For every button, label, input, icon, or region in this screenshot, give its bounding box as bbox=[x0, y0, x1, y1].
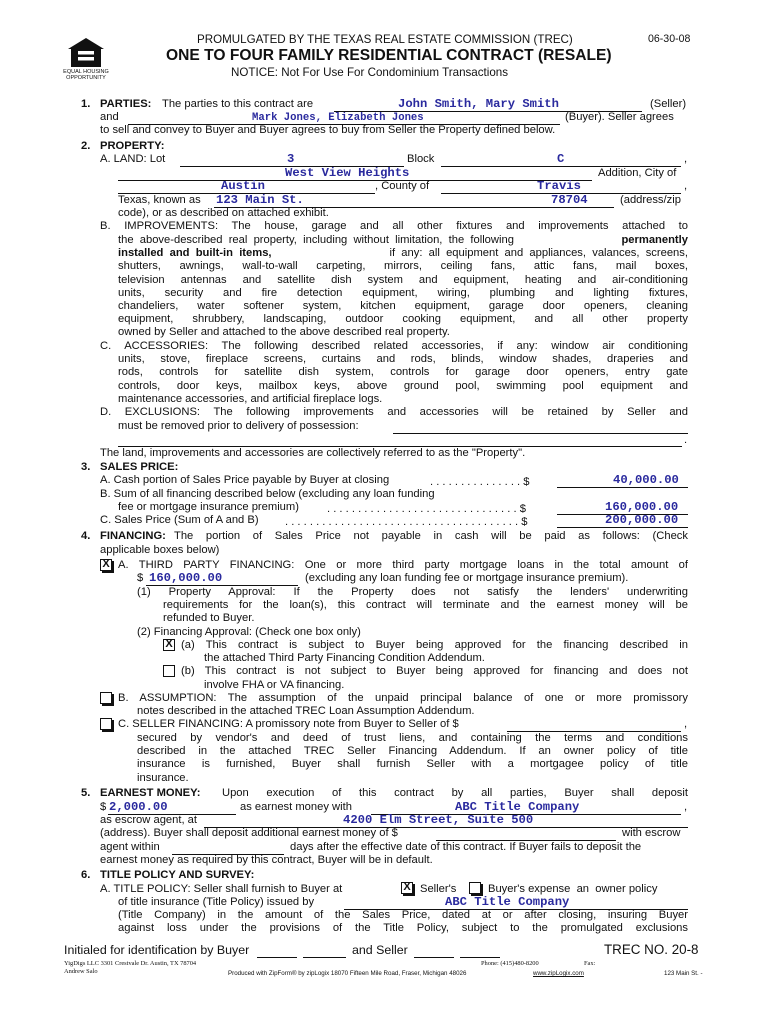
accessories-line: maintenance accessories, and artificial fireplace logs. bbox=[118, 393, 383, 405]
zip-field[interactable]: 78704 bbox=[551, 193, 588, 207]
seller-financing-text: secured by vendor's and deed of trust liens, and containing the terms and conditions bbox=[137, 732, 688, 744]
broker-company: YigDigs LLC 3301 Crestvale Dr. Austin, TX 78704 bbox=[64, 960, 197, 967]
financing-sum-field[interactable]: 160,000.00 bbox=[605, 500, 679, 514]
leader-dots: . . . . . . . . . . . . . . . $ bbox=[430, 476, 530, 488]
address-zip-label: (address/zip bbox=[620, 194, 681, 206]
seller-financing-text: C. SELLER FINANCING: A promissory note from Buyer to Seller of $ bbox=[118, 718, 459, 730]
earnest-money-text: as earnest money with bbox=[240, 801, 352, 813]
section-number: 5. bbox=[81, 787, 91, 799]
financing-approval-text: (2) Financing Approval: (Check one box only) bbox=[137, 626, 361, 638]
improvements-line: television antennas and satellite dish system and equipment, heating and air-conditioning bbox=[118, 274, 688, 286]
improvements-line: units, security and fire detection equipment, wiring, plumbing and lighting fixtures, bbox=[118, 287, 688, 299]
block-field[interactable]: C bbox=[557, 152, 565, 166]
title-policy-text: against loss under the provisions of the Title Policy, subject to the promulgated exclusions bbox=[118, 922, 688, 934]
county-field[interactable]: Travis bbox=[537, 179, 581, 193]
improvements-line: equipment, shrubbery, landscaping, outdoor cooking equipment, and all other property bbox=[118, 313, 688, 325]
parties-text: The parties to this contract are bbox=[162, 98, 314, 110]
known-as-label: Texas, known as bbox=[118, 194, 201, 206]
improvements-line: B. IMPROVEMENTS: The house, garage and all other fixtures and improvements attached to bbox=[100, 220, 688, 232]
section-heading-financing: FINANCING: bbox=[100, 530, 166, 542]
earnest-money-text: with escrow bbox=[622, 827, 681, 839]
improvements-line: shutters, awnings, wall-to-wall carpeting, mirrors, ceiling fans, attic fans, mail boxes, bbox=[118, 260, 688, 272]
escrow-company-field[interactable]: ABC Title Company bbox=[455, 800, 580, 814]
sales-price-field[interactable]: 200,000.00 bbox=[605, 513, 679, 527]
comma: , bbox=[684, 180, 688, 192]
improvements-line: installed and built-in items, if any: all equipment and appliances, valances, screens, bbox=[118, 247, 688, 259]
property-definition-text: The land, improvements and accessories are collectively referred to as the "Property". bbox=[100, 447, 526, 459]
buyer-initial-underline-2[interactable] bbox=[303, 957, 346, 958]
earnest-money-text: days after the effective date of this contract. If Buyer fails to deposit the bbox=[290, 841, 642, 853]
equal-housing-logo bbox=[64, 36, 108, 82]
seller-field[interactable]: John Smith, Mary Smith bbox=[398, 97, 559, 111]
section-heading-earnest-money: EARNEST MONEY: bbox=[100, 787, 201, 799]
page-title: ONE TO FOUR FAMILY RESIDENTIAL CONTRACT (RESALE) bbox=[166, 47, 612, 64]
title-buyers-expense-label: Buyer's expense an owner policy bbox=[488, 883, 658, 895]
section-heading-parties: PARTIES: bbox=[100, 98, 152, 110]
financing-intro: The portion of Sales Price not payable in cash will be paid as follows: (Check bbox=[174, 530, 688, 542]
financing-approval-a-checkbox[interactable] bbox=[163, 639, 175, 651]
financing-approval-a-text: (a) This contract is subject to Buyer being approved for the financing described in bbox=[181, 639, 688, 651]
financing-sum-label: B. Sum of all financing described below (excluding any loan funding bbox=[100, 488, 435, 500]
buyer-label: (Buyer). Seller agrees bbox=[565, 111, 674, 123]
exclusions-underline[interactable] bbox=[393, 433, 688, 434]
title-company-field[interactable]: ABC Title Company bbox=[445, 895, 570, 909]
seller-initial-underline-2[interactable] bbox=[460, 957, 500, 958]
property-approval-text: (1) Property Approval: If the Property does not satisfy the lenders' underwriting bbox=[137, 586, 688, 598]
sales-price-label: C. Sales Price (Sum of A and B) bbox=[100, 514, 259, 526]
block-label: Block bbox=[407, 153, 435, 165]
cash-portion-label: A. Cash portion of Sales Price payable by Buyer at closing bbox=[100, 474, 390, 486]
seller-label: (Seller) bbox=[650, 98, 687, 110]
assumption-text: notes described in the attached TREC Loan Assumption Addendum. bbox=[137, 705, 475, 717]
leader-dots: . . . . . . . . . . . . . . . . . . . . . . . . . . . . . . . . . . . . . . $ bbox=[285, 516, 528, 528]
broker-phone: Phone: (415)480-8200 bbox=[481, 960, 539, 967]
county-label: , County of bbox=[375, 180, 430, 192]
escrow-address-field[interactable]: 4200 Elm Street, Suite 500 bbox=[343, 813, 534, 827]
addition-field[interactable]: West View Heights bbox=[285, 166, 410, 180]
parties-convey-text: to sell and convey to Buyer and Buyer agrees to buy from Seller the Property defined below. bbox=[100, 124, 556, 136]
financing-approval-b-checkbox[interactable] bbox=[163, 665, 175, 677]
section-number: 4. bbox=[81, 530, 91, 542]
assumption-checkbox[interactable] bbox=[100, 692, 112, 704]
sales-price-underline bbox=[557, 527, 688, 528]
broker-fax: Fax: bbox=[584, 960, 596, 967]
accessories-line: units, stove, fireplace screens, curtains and rods, blinds, window shades, draperies and bbox=[118, 353, 688, 365]
attached-exhibit-text: code), or as described on attached exhibit. bbox=[118, 207, 329, 219]
section-number: 2. bbox=[81, 140, 91, 152]
title-buyers-expense-checkbox[interactable] bbox=[469, 882, 481, 894]
seller-financing-text: insurance. bbox=[137, 772, 189, 784]
buyer-initial-underline-1[interactable] bbox=[257, 957, 297, 958]
section-heading-sales-price: SALES PRICE: bbox=[100, 461, 179, 473]
improvements-line: chandeliers, water softener system, kitchen equipment, garage door openers, cleaning bbox=[118, 300, 688, 312]
trec-form-number: TREC NO. 20-8 bbox=[604, 942, 699, 957]
promulgated-line: PROMULGATED BY THE TEXAS REAL ESTATE COMMISSION (TREC) bbox=[197, 33, 573, 46]
title-policy-text: A. TITLE POLICY: Seller shall furnish to Buyer at bbox=[100, 883, 343, 895]
land-lot-label: A. LAND: Lot bbox=[100, 153, 166, 165]
cash-portion-field[interactable]: 40,000.00 bbox=[613, 473, 679, 487]
financing-sum-label: fee or mortgage insurance premium) bbox=[118, 501, 299, 513]
property-approval-text: refunded to Buyer. bbox=[163, 612, 255, 624]
equal-housing-icon bbox=[64, 36, 108, 70]
period: . bbox=[684, 434, 688, 446]
city-field[interactable]: Austin bbox=[221, 179, 265, 193]
addition-underline bbox=[118, 180, 592, 181]
lot-field[interactable]: 3 bbox=[287, 152, 295, 166]
financing-approval-b-text: (b) This contract is not subject to Buyer being approved for financing and does not bbox=[181, 665, 688, 677]
comma: , bbox=[684, 801, 688, 813]
dollar-sign: $ bbox=[100, 801, 107, 813]
earnest-money-field[interactable]: 2,000.00 bbox=[109, 800, 168, 814]
and-seller-label: and Seller bbox=[352, 943, 408, 957]
earnest-money-text: Upon execution of this contract by all parties, Buyer shall deposit bbox=[222, 787, 688, 799]
earnest-money-text: (address). Buyer shall deposit additional earnest money of $ bbox=[100, 827, 398, 839]
third-party-financing-text: A. THIRD PARTY FINANCING: One or more third party mortgage loans in the total amount of bbox=[118, 559, 688, 571]
third-party-amount-text: (excluding any loan funding fee or mortgage insurance premium). bbox=[305, 572, 629, 584]
seller-financing-text: described in the attached TREC Seller Financing Addendum. If an owner policy of title bbox=[137, 745, 688, 757]
financing-approval-a-text: the attached Third Party Financing Condition Addendum. bbox=[204, 652, 485, 664]
section-number: 1. bbox=[81, 98, 91, 110]
comma: , bbox=[684, 153, 688, 165]
financing-approval-b-text: involve FHA or VA financing. bbox=[204, 679, 345, 691]
third-party-financing-checkbox[interactable] bbox=[100, 559, 112, 571]
website-link[interactable]: www.zipLogix.com bbox=[533, 970, 584, 977]
title-sellers-expense-label: Seller's bbox=[420, 883, 457, 895]
address-field[interactable]: 123 Main St. bbox=[216, 193, 304, 207]
improvements-line: the above-described real property, including without limitation, the following permanently bbox=[118, 234, 688, 246]
accessories-line: controls, door keys, mailbox keys, above ground pool, swimming pool equipment and bbox=[118, 380, 688, 392]
earnest-money-text: agent within bbox=[100, 841, 160, 853]
section-heading-property: PROPERTY: bbox=[100, 140, 165, 152]
addition-label: Addition, City of bbox=[598, 167, 677, 179]
title-sellers-expense-checkbox[interactable] bbox=[401, 882, 413, 894]
document-name: 123 Main St. - bbox=[664, 970, 703, 977]
seller-financing-checkbox[interactable] bbox=[100, 718, 112, 730]
assumption-text: B. ASSUMPTION: The assumption of the unpaid principal balance of one or more promissory bbox=[118, 692, 688, 704]
section-heading-title-policy: TITLE POLICY AND SURVEY: bbox=[100, 869, 255, 881]
initialed-label: Initialed for identification by Buyer bbox=[64, 943, 250, 957]
dollar-sign: $ bbox=[137, 572, 144, 584]
financing-intro: applicable boxes below) bbox=[100, 544, 220, 556]
title-policy-text: (Title Company) in the amount of the Sales Price, dated at or after closing, insuring Buyer bbox=[118, 909, 688, 921]
logo-caption: EQUAL HOUSING OPPORTUNITY bbox=[63, 69, 109, 81]
produced-by: Produced with ZipForm® by zipLogix 18070 Fifteen Mile Road, Fraser, Michigan 48026 bbox=[228, 970, 467, 977]
comma: , bbox=[684, 718, 688, 730]
leader-dots: . . . . . . . . . . . . . . . . . . . . . . . . . . . . . . . $ bbox=[327, 503, 526, 515]
seller-financing-text: insurance is furnished, Buyer shall furnish Seller with a mortgagee policy of title bbox=[137, 758, 688, 770]
form-date: 06-30-08 bbox=[648, 33, 691, 45]
accessories-line: C. ACCESSORIES: The following described related accessories, if any: window air conditioning bbox=[100, 340, 688, 352]
accessories-line: rods, controls for satellite dish system, controls for garage door openers, entry gate bbox=[118, 366, 688, 378]
agent-name: Andrew Salo bbox=[64, 968, 98, 975]
escrow-agent-text: as escrow agent, at bbox=[100, 814, 198, 826]
buyer-field[interactable]: Mark Jones, Elizabeth Jones bbox=[252, 112, 424, 124]
earnest-money-text: earnest money as required by this contract, Buyer will be in default. bbox=[100, 854, 433, 866]
title-policy-text: of title insurance (Title Policy) issued by bbox=[118, 896, 315, 908]
section-number: 6. bbox=[81, 869, 91, 881]
seller-initial-underline-1[interactable] bbox=[414, 957, 454, 958]
exclusions-line: must be removed prior to delivery of possession: bbox=[118, 420, 359, 432]
cash-underline bbox=[557, 487, 688, 488]
improvements-line: owned by Seller and attached to the above described real property. bbox=[118, 326, 450, 338]
property-approval-text: requirements for the loan(s), this contract will terminate and the earnest money will be bbox=[163, 599, 688, 611]
notice-line: NOTICE: Not For Use For Condominium Transactions bbox=[231, 66, 509, 79]
and-label: and bbox=[100, 111, 119, 123]
exclusions-line: D. EXCLUSIONS: The following improvements and accessories will be retained by Seller and bbox=[100, 406, 688, 418]
third-party-amount-field[interactable]: 160,000.00 bbox=[149, 571, 223, 585]
section-number: 3. bbox=[81, 461, 91, 473]
